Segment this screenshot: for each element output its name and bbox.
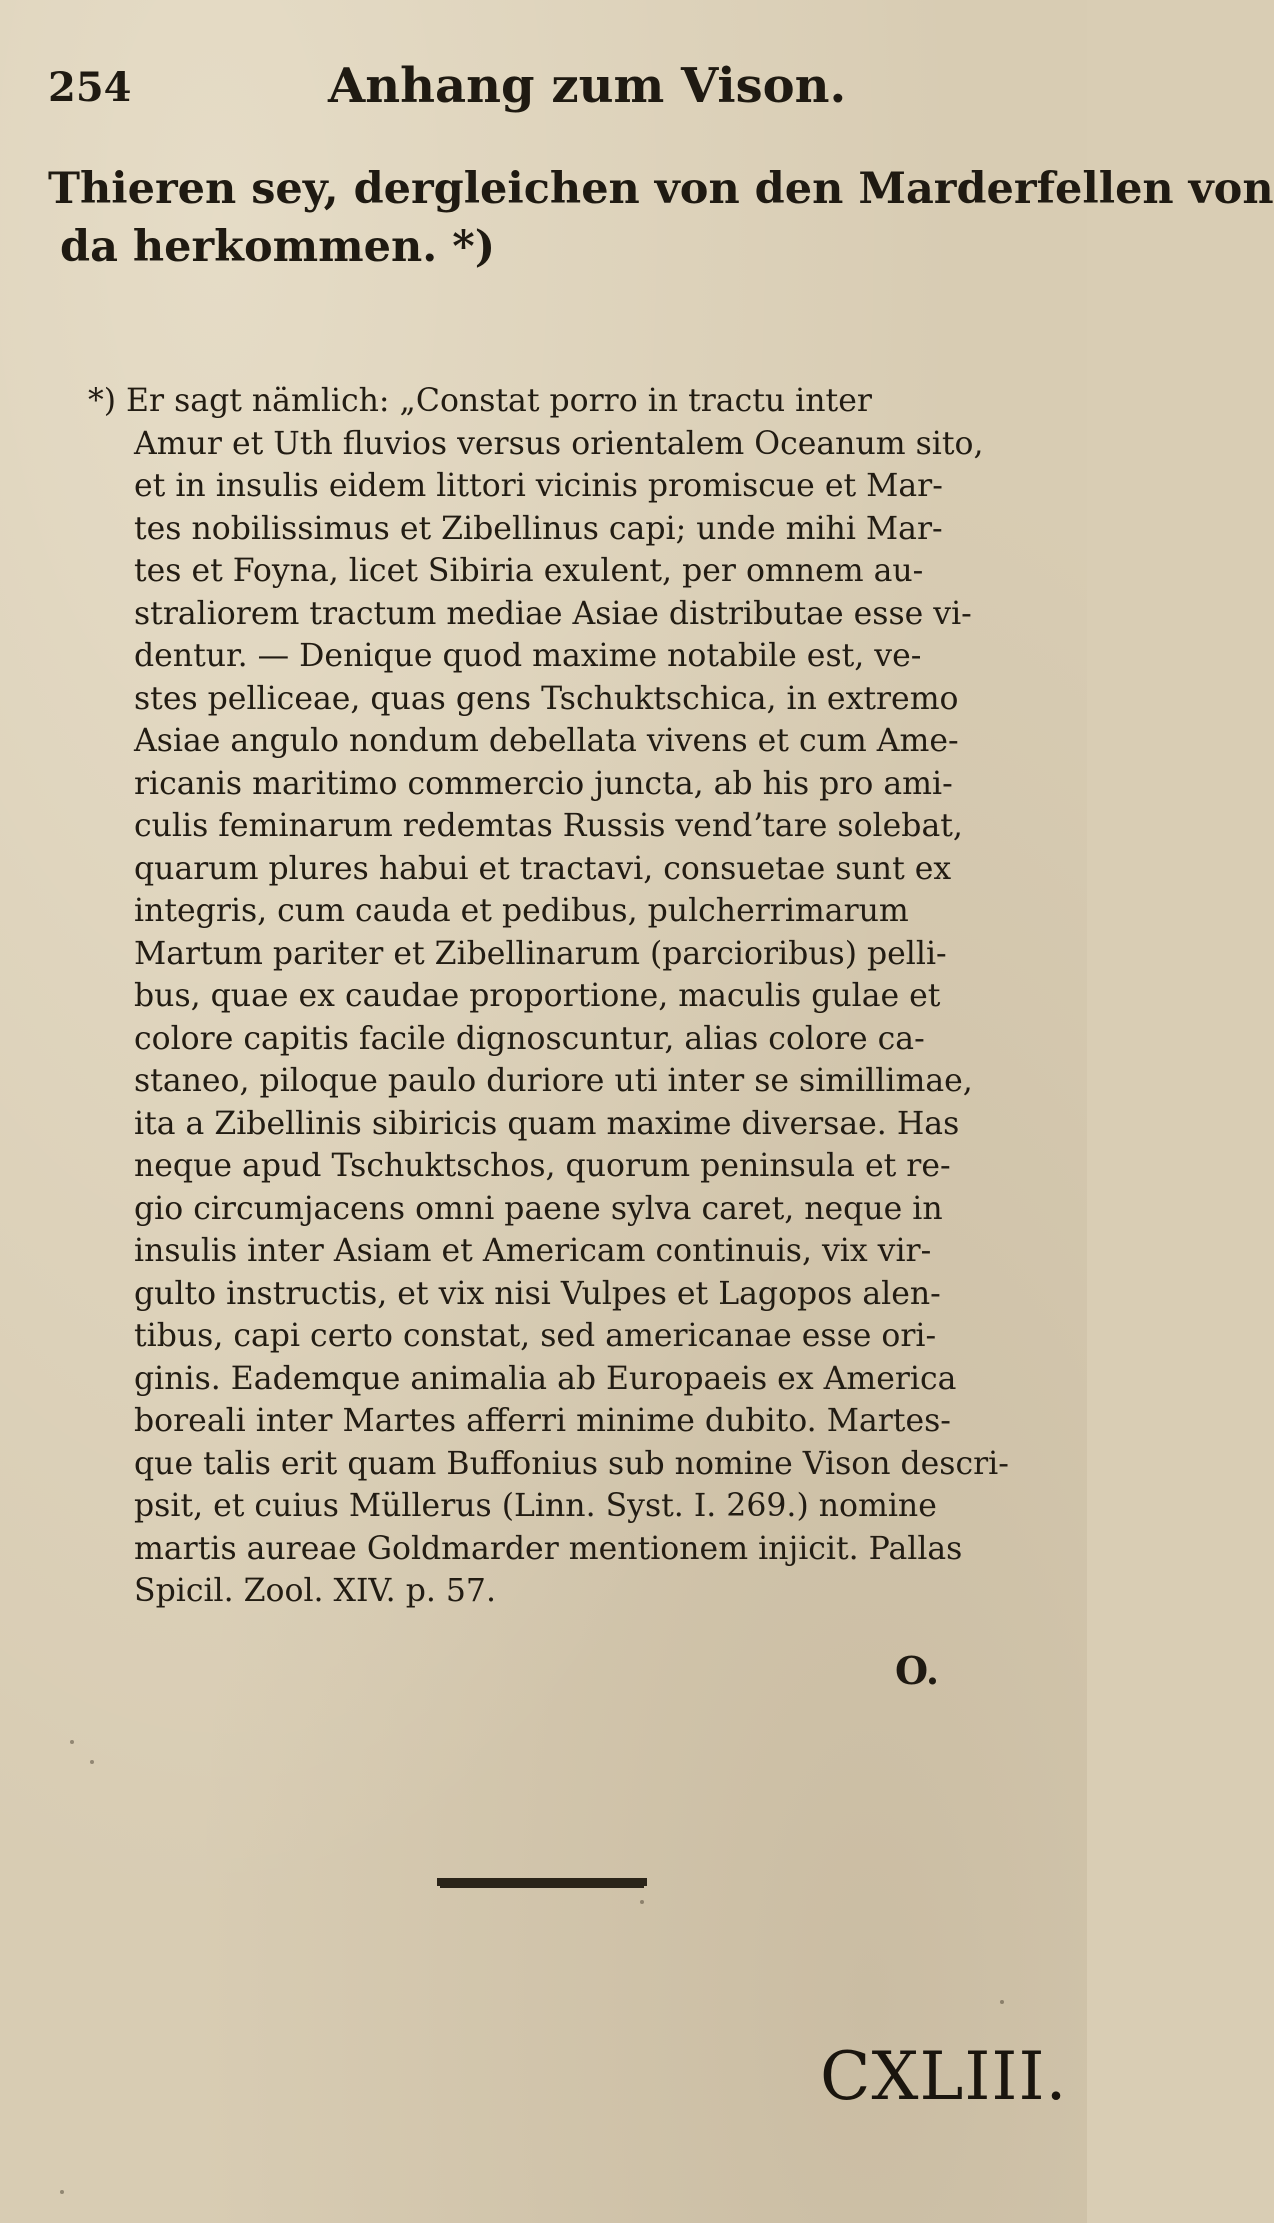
footnote-line: bus, quae ex caudae proportione, maculis gulae et	[134, 978, 941, 1014]
footnote-line: tibus, capi certo constat, sed americanae esse ori-	[134, 1318, 937, 1354]
footnote-line: martis aureae Goldmarder mentionem injicit. Pallas	[134, 1530, 963, 1567]
footnote-line: Spicil. Zool. XIV. p. 57.	[134, 1573, 496, 1609]
paper-speck	[60, 2190, 64, 2194]
footnote-line: neque apud Tschuktschos, quorum peninsula et re-	[134, 1148, 951, 1184]
footnote-line: *) Er sagt nämlich: „Constat porro in tractu inter	[88, 383, 872, 419]
footnote-line: gio circumjacens omni paene sylva caret, neque in	[134, 1190, 943, 1227]
footnote-line: stes pelliceae, quas gens Tschuktschica, in extremo	[134, 680, 959, 717]
footnote-line: tes nobilissimus et Zibellinus capi; unde mihi Mar-	[134, 510, 943, 547]
page-header	[48, 58, 1048, 128]
footnote-line: ricanis maritimo commercio juncta, ab his pro ami-	[134, 765, 953, 802]
footnote-line: et in insulis eidem littori vicinis promiscue et Mar-	[134, 468, 943, 504]
footnote-line: ita a Zibellinis sibiricis quam maxime diversae. Has	[134, 1105, 960, 1142]
footnote-line: colore capitis facile dignoscuntur, alias colore ca-	[134, 1020, 925, 1057]
ornamental-rule	[437, 1878, 647, 1886]
footnote-line: Amur et Uth fluvios versus orientalem Oceanum sito,	[134, 425, 984, 462]
signature-mark: CXLIII.	[820, 2038, 1068, 2115]
running-head: Anhang zum Vison.	[328, 58, 847, 114]
footnote-line: integris, cum cauda et pedibus, pulcherrimarum	[134, 893, 909, 929]
footnote-line: dentur. — Denique quod maxime notabile est, ve-	[134, 638, 922, 674]
main-text	[48, 160, 1274, 276]
footnote-line: tes et Foyna, licet Sibiria exulent, per omnem au-	[134, 553, 924, 589]
footnote-line: staneo, piloque paulo duriore uti inter se simillimae,	[134, 1063, 973, 1099]
main-text-line: da herkommen. *)	[60, 222, 496, 272]
paper-speck	[70, 1740, 74, 1744]
footnote-line: boreali inter Martes afferri minime dubito. Martes-	[134, 1403, 951, 1439]
footnote-line: insulis inter Asiam et Americam continuis, vix vir-	[134, 1233, 932, 1269]
footnote-line: straliorem tractum mediae Asiae distributae esse vi-	[134, 595, 972, 632]
footnote-line: ginis. Eademque animalia ab Europaeis ex America	[134, 1360, 957, 1397]
main-text-line: Thieren sey, dergleichen von den Marderfellen von	[48, 164, 1274, 214]
paper-speck	[90, 1760, 94, 1764]
footnote-line: quarum plures habui et tractavi, consuetae sunt ex	[134, 850, 952, 887]
paper-speck	[640, 1900, 644, 1904]
footnote-line: que talis erit quam Buffonius sub nomine Vison descri-	[134, 1445, 1009, 1482]
footnote	[88, 380, 1068, 1613]
footnote-line: culis feminarum redemtas Russis vendʼtare solebat,	[134, 808, 963, 844]
footnote-line: psit, et cuius Müllerus (Linn. Syst. I. 269.) nomine	[134, 1488, 937, 1524]
footnote-line: Asiae angulo nondum debellata vivens et cum Ame-	[134, 723, 959, 759]
catchword: O.	[895, 1648, 940, 1693]
footnote-line: gulto instructis, et vix nisi Vulpes et Lagopos alen-	[134, 1275, 941, 1312]
paper-speck	[1000, 2000, 1004, 2004]
footnote-line: Martum pariter et Zibellinarum (parcioribus) pelli-	[134, 935, 947, 972]
page-number: 254	[48, 64, 132, 111]
